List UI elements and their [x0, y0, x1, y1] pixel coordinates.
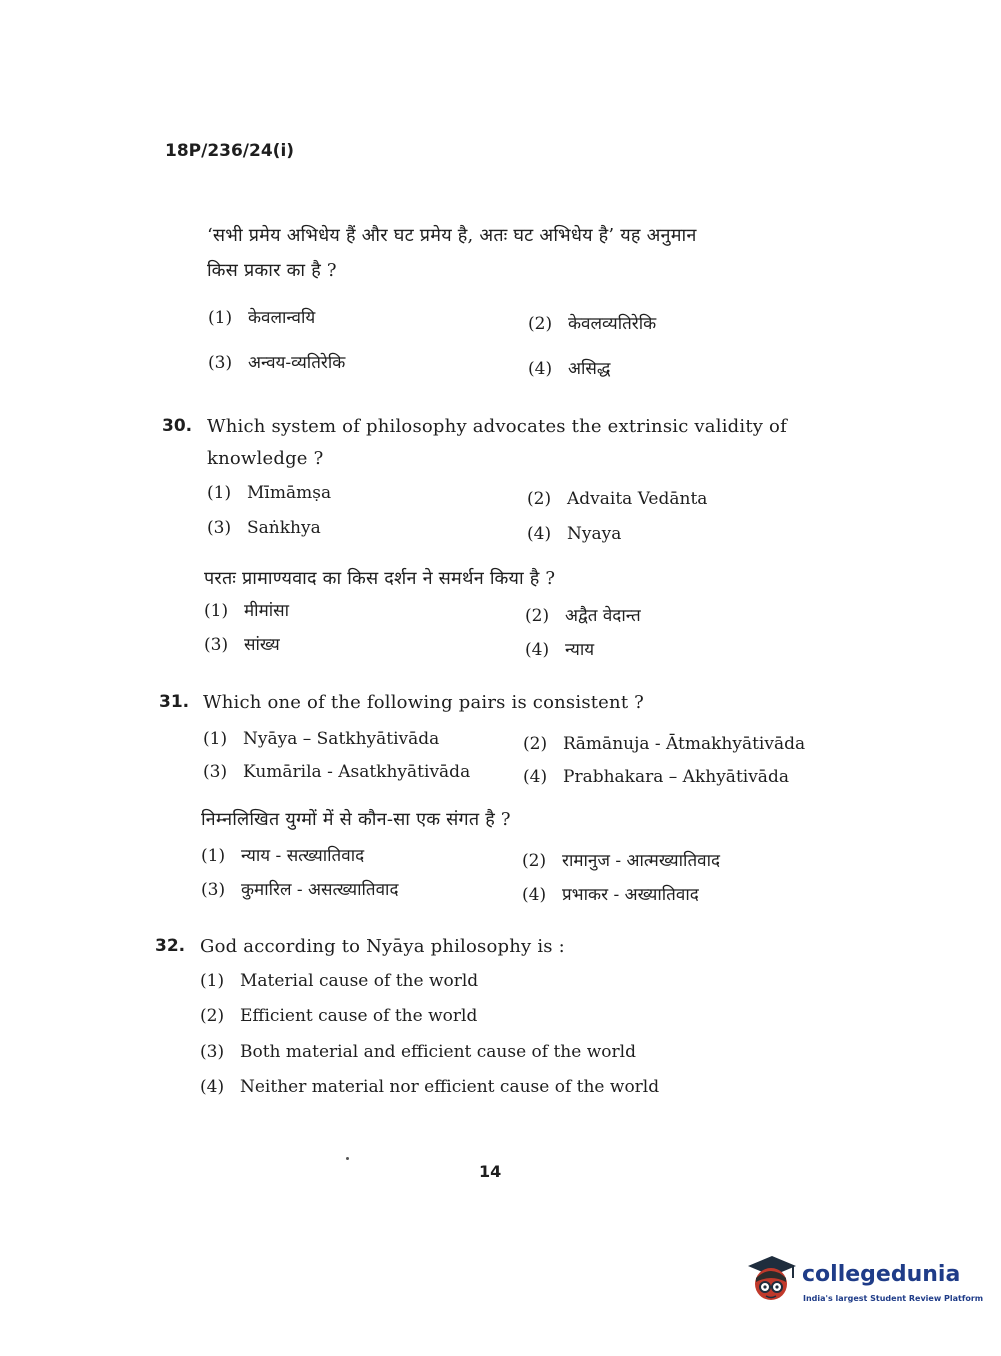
option-number: (3) — [203, 762, 228, 782]
option-number: (1) — [201, 846, 226, 866]
option-text: असिद्ध — [568, 359, 611, 379]
q32-option-2 — [200, 1006, 477, 1026]
option-text: न्याय - सत्ख्यातिवाद — [241, 846, 365, 866]
option-text: रामानुज - आत्मख्यातिवाद — [562, 851, 721, 871]
page-number: 14 — [479, 1162, 502, 1181]
option-text: केवलव्यतिरेकि — [568, 314, 657, 334]
option-number: (2) — [525, 606, 550, 626]
q30-question-line2: knowledge ? — [207, 448, 324, 469]
option-text: Nyaya — [567, 524, 622, 544]
q29-option-2 — [528, 311, 656, 334]
option-text: Neither material nor efficient cause of the world — [240, 1077, 660, 1097]
q31-hindi-option-4 — [522, 882, 699, 905]
option-number: (2) — [522, 851, 547, 871]
q30-number: 30. — [162, 416, 193, 436]
option-number: (4) — [527, 524, 552, 544]
q30-question-line1: Which system of philosophy advocates the extrinsic validity of — [207, 416, 787, 437]
q30-hindi-option-4 — [525, 637, 594, 660]
option-number: (2) — [527, 489, 552, 509]
option-number: (2) — [523, 734, 548, 754]
q29-hindi-question-line2: किस प्रकार का है ? — [207, 260, 337, 281]
q32-number: 32. — [155, 936, 186, 956]
q31-option-2 — [523, 734, 805, 754]
mascot-icon — [742, 1250, 800, 1308]
option-number: (3) — [204, 635, 229, 655]
option-number: (4) — [528, 359, 553, 379]
option-text: प्रभाकर - अख्यातिवाद — [562, 885, 699, 905]
option-number: (3) — [201, 880, 226, 900]
option-text: Material cause of the world — [240, 971, 479, 991]
q30-option-4 — [527, 524, 621, 544]
option-number: (3) — [208, 353, 233, 373]
option-text: Rāmānuja - Ātmakhyātivāda — [563, 734, 806, 754]
q31-hindi-option-2 — [522, 848, 720, 871]
q32-option-3 — [200, 1042, 636, 1062]
option-text: न्याय — [565, 640, 595, 660]
q30-hindi-option-3 — [204, 632, 280, 655]
q30-hindi-option-2 — [525, 603, 641, 626]
q30-option-3 — [207, 518, 321, 538]
q32-question: God according to Nyāya philosophy is : — [200, 936, 565, 957]
q31-option-3 — [203, 762, 470, 782]
option-number: (3) — [207, 518, 232, 538]
option-number: (4) — [522, 885, 547, 905]
option-text: मीमांसा — [244, 601, 290, 621]
q31-option-1 — [203, 729, 439, 749]
option-text: Kumārila - Asatkhyātivāda — [243, 762, 471, 782]
option-number: (1) — [208, 308, 233, 328]
q32-option-1 — [200, 971, 478, 991]
q31-option-4 — [523, 767, 789, 787]
option-text: Efficient cause of the world — [240, 1006, 478, 1026]
option-number: (1) — [203, 729, 228, 749]
q31-question: Which one of the following pairs is consistent ? — [203, 692, 645, 713]
option-text: सांख्य — [244, 635, 280, 655]
q31-hindi-option-1 — [201, 843, 364, 866]
option-text: अद्वैत वेदान्त — [565, 606, 641, 626]
option-number: (4) — [523, 767, 548, 787]
option-text: Advaita Vedānta — [567, 489, 708, 509]
option-number: (4) — [200, 1077, 225, 1097]
q30-option-2 — [527, 489, 707, 509]
paper-code: 18P/236/24(i) — [165, 141, 295, 161]
option-number: (2) — [200, 1006, 225, 1026]
q29-option-3 — [208, 350, 345, 373]
brand-name: collegedunia — [802, 1262, 961, 1287]
option-number: (4) — [525, 640, 550, 660]
option-number: (1) — [207, 483, 232, 503]
q30-hindi-option-1 — [204, 598, 289, 621]
option-number: (1) — [200, 971, 225, 991]
option-text: Prabhakara – Akhyātivāda — [563, 767, 789, 787]
option-text: Mīmāmṣa — [247, 483, 332, 503]
option-text: Nyāya – Satkhyātivāda — [243, 729, 440, 749]
q29-option-1 — [208, 305, 315, 328]
option-number: (2) — [528, 314, 553, 334]
q30-option-1 — [207, 483, 331, 503]
q31-number: 31. — [159, 692, 190, 712]
collegedunia-logo — [742, 1250, 984, 1310]
q31-hindi-question: निम्नलिखित युग्मों में से कौन-सा एक संगत है ? — [201, 809, 511, 830]
brand-tagline: India's largest Student Review Platform — [803, 1294, 984, 1303]
option-text: Saṅkhya — [247, 518, 321, 538]
q29-hindi-question-line1: ‘सभी प्रमेय अभिधेय हैं और घट प्रमेय है, अतः घट अभिधेय है’ यह अनुमान — [207, 225, 697, 246]
option-number: (3) — [200, 1042, 225, 1062]
option-text: Both material and efficient cause of the world — [240, 1042, 636, 1062]
option-number: (1) — [204, 601, 229, 621]
q29-option-4 — [528, 356, 610, 379]
option-text: कुमारिल - असत्ख्यातिवाद — [241, 880, 399, 900]
q30-hindi-question: परतः प्रामाण्यवाद का किस दर्शन ने समर्थन किया है ? — [204, 568, 556, 589]
stray-mark — [346, 1157, 349, 1160]
q31-hindi-option-3 — [201, 877, 398, 900]
q32-option-4 — [200, 1077, 659, 1097]
option-text: केवलान्वयि — [248, 308, 316, 328]
option-text: अन्वय-व्यतिरेकि — [248, 353, 346, 373]
